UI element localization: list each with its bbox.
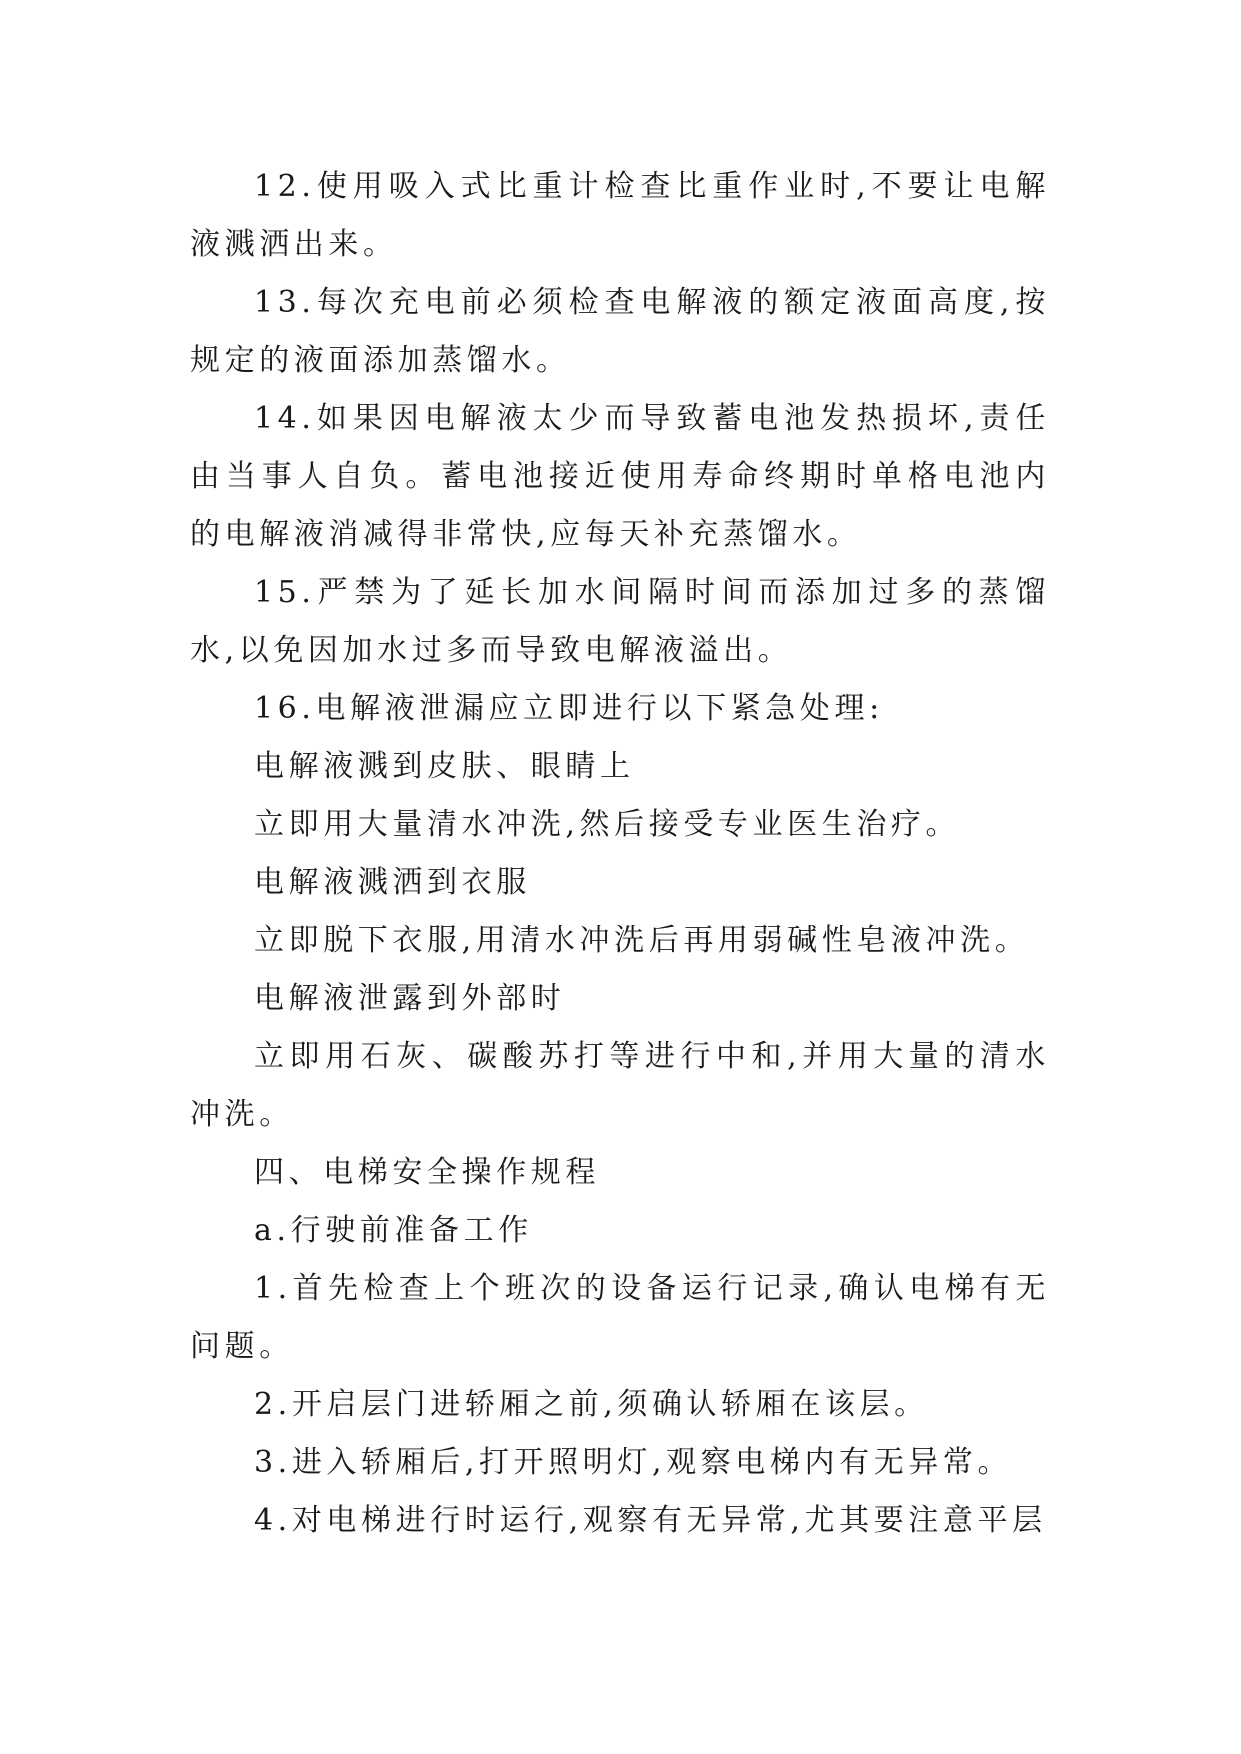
subsection-heading-preparation: a.行驶前准备工作 <box>254 1213 533 1248</box>
paragraph-13: 13.每次充电前必须检查电解液的额定液面高度,按规定的液面添加蒸馏水。 <box>190 285 1050 378</box>
instruction-clothes: 立即脱下衣服,用清水冲洗后再用弱碱性皂液冲洗。 <box>254 923 1030 958</box>
paragraph-elevator-1: 1.首先检查上个班次的设备运行记录,确认电梯有无问题。 <box>190 1271 1050 1364</box>
instruction-skin-eyes: 立即用大量清水冲洗,然后接受专业医生治疗。 <box>254 807 961 842</box>
paragraph-elevator-3: 3.进入轿厢后,打开照明灯,观察电梯内有无异常。 <box>254 1445 1013 1480</box>
document-body <box>190 158 1050 1550</box>
paragraph-elevator-2: 2.开启层门进轿厢之前,须确认轿厢在该层。 <box>254 1387 929 1422</box>
paragraph-15: 15.严禁为了延长加水间隔时间而添加过多的蒸馏水,以免因加水过多而导致电解液溢出。 <box>190 575 1050 668</box>
sub-heading-clothes: 电解液溅洒到衣服 <box>254 865 531 900</box>
paragraph-12: 12.使用吸入式比重计检查比重作业时,不要让电解液溅洒出来。 <box>190 169 1050 262</box>
sub-heading-skin-eyes: 电解液溅到皮肤、眼睛上 <box>254 749 635 784</box>
paragraph-14: 14.如果因电解液太少而导致蓄电池发热损坏,责任由当事人自负。蓄电池接近使用寿命终期时单格电池内的电解液消减得非常快,应每天补充蒸馏水。 <box>190 401 1050 552</box>
paragraph-elevator-4: 4.对电梯进行时运行,观察有无异常,尤其要注意平层 <box>254 1503 1047 1538</box>
sub-heading-leak-outside: 电解液泄露到外部时 <box>254 981 566 1016</box>
instruction-leak-outside: 立即用石灰、碳酸苏打等进行中和,并用大量的清水冲洗。 <box>190 1039 1050 1132</box>
section-heading-elevator: 四、电梯安全操作规程 <box>254 1155 600 1190</box>
paragraph-16: 16.电解液泄漏应立即进行以下紧急处理: <box>254 691 884 726</box>
